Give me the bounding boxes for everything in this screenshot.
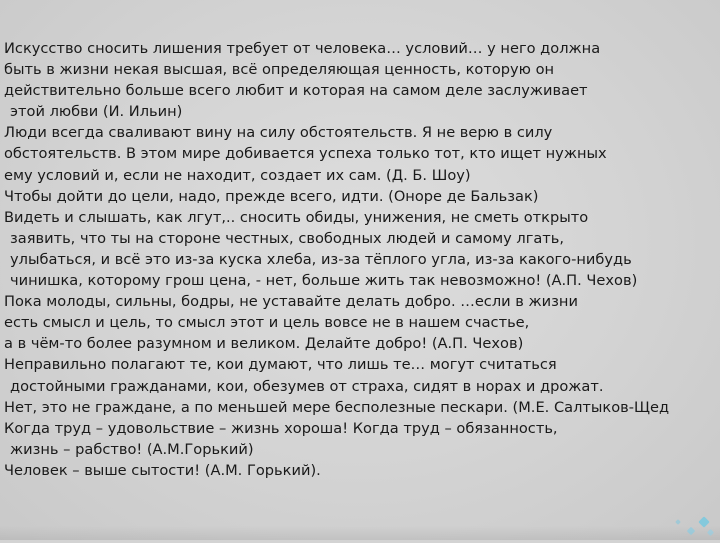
- sparkle-star-icon: [707, 529, 714, 536]
- quote-line: этой любви (И. Ильин): [10, 103, 183, 121]
- quotes-text-block: [4, 38, 720, 481]
- quote-line: улыбаться, и всё это из-за куска хлеба, из-за тёплого угла, из-за какого-нибудь: [10, 250, 632, 268]
- quote-line: Видеть и слышать, как лгут,.. сносить обиды, унижения, не сметь открыто: [4, 208, 589, 226]
- quote-line: есть смысл и цель, то смысл этот и цель вовсе не в нашем счастье,: [4, 314, 530, 332]
- quote-line: жизнь – рабство! (А.М.Горький): [10, 440, 254, 458]
- sparkle-star-icon: [675, 519, 681, 525]
- quote-line: обстоятельств. В этом мире добивается успеха только тот, кто ищет нужных: [4, 145, 607, 163]
- quote-line: действительно больше всего любит и которая на самом деле заслуживает: [4, 82, 588, 100]
- quote-line: быть в жизни некая высшая, всё определяющая ценность, которую он: [4, 61, 555, 79]
- sparkle-star-icon: [687, 527, 695, 535]
- bottom-shadow-strip: [0, 526, 720, 540]
- quote-line: Люди всегда сваливают вину на силу обстоятельств. Я не верю в силу: [4, 124, 553, 142]
- quote-line: а в чём-то более разумном и великом. Делайте добро! (А.П. Чехов): [4, 335, 524, 353]
- quote-line: Человек – выше сытости! (А.М. Горький).: [4, 461, 321, 479]
- quote-line: Неправильно полагают те, кои думают, что лишь те… могут считаться: [4, 356, 557, 374]
- quote-line: Пока молоды, сильны, бодры, не уставайте делать добро. …если в жизни: [4, 293, 578, 311]
- quote-line: Когда труд – удовольствие – жизнь хороша! Когда труд – обязанность,: [4, 419, 558, 437]
- quote-line: достойными гражданами, кои, обезумев от страха, сидят в норах и дрожат.: [10, 377, 604, 395]
- quote-line: ему условий и, если не находит, создает их сам. (Д. Б. Шоу): [4, 166, 471, 184]
- quote-line: Чтобы дойти до цели, надо, прежде всего, идти. (Оноре де Бальзак): [4, 187, 539, 205]
- sparkle-star-icon: [698, 516, 709, 527]
- quote-line: чинишка, которому грош цена, - нет, больше жить так невозможно! (А.П. Чехов): [10, 272, 638, 290]
- quote-line: заявить, что ты на стороне честных, свободных людей и самому лгать,: [10, 229, 565, 247]
- quote-line: Нет, это не граждане, а по меньшей мере бесполезные пескари. (М.Е. Салтыков-Щед: [4, 398, 670, 416]
- quote-line: Искусство сносить лишения требует от человека… условий… у него должна: [4, 40, 601, 57]
